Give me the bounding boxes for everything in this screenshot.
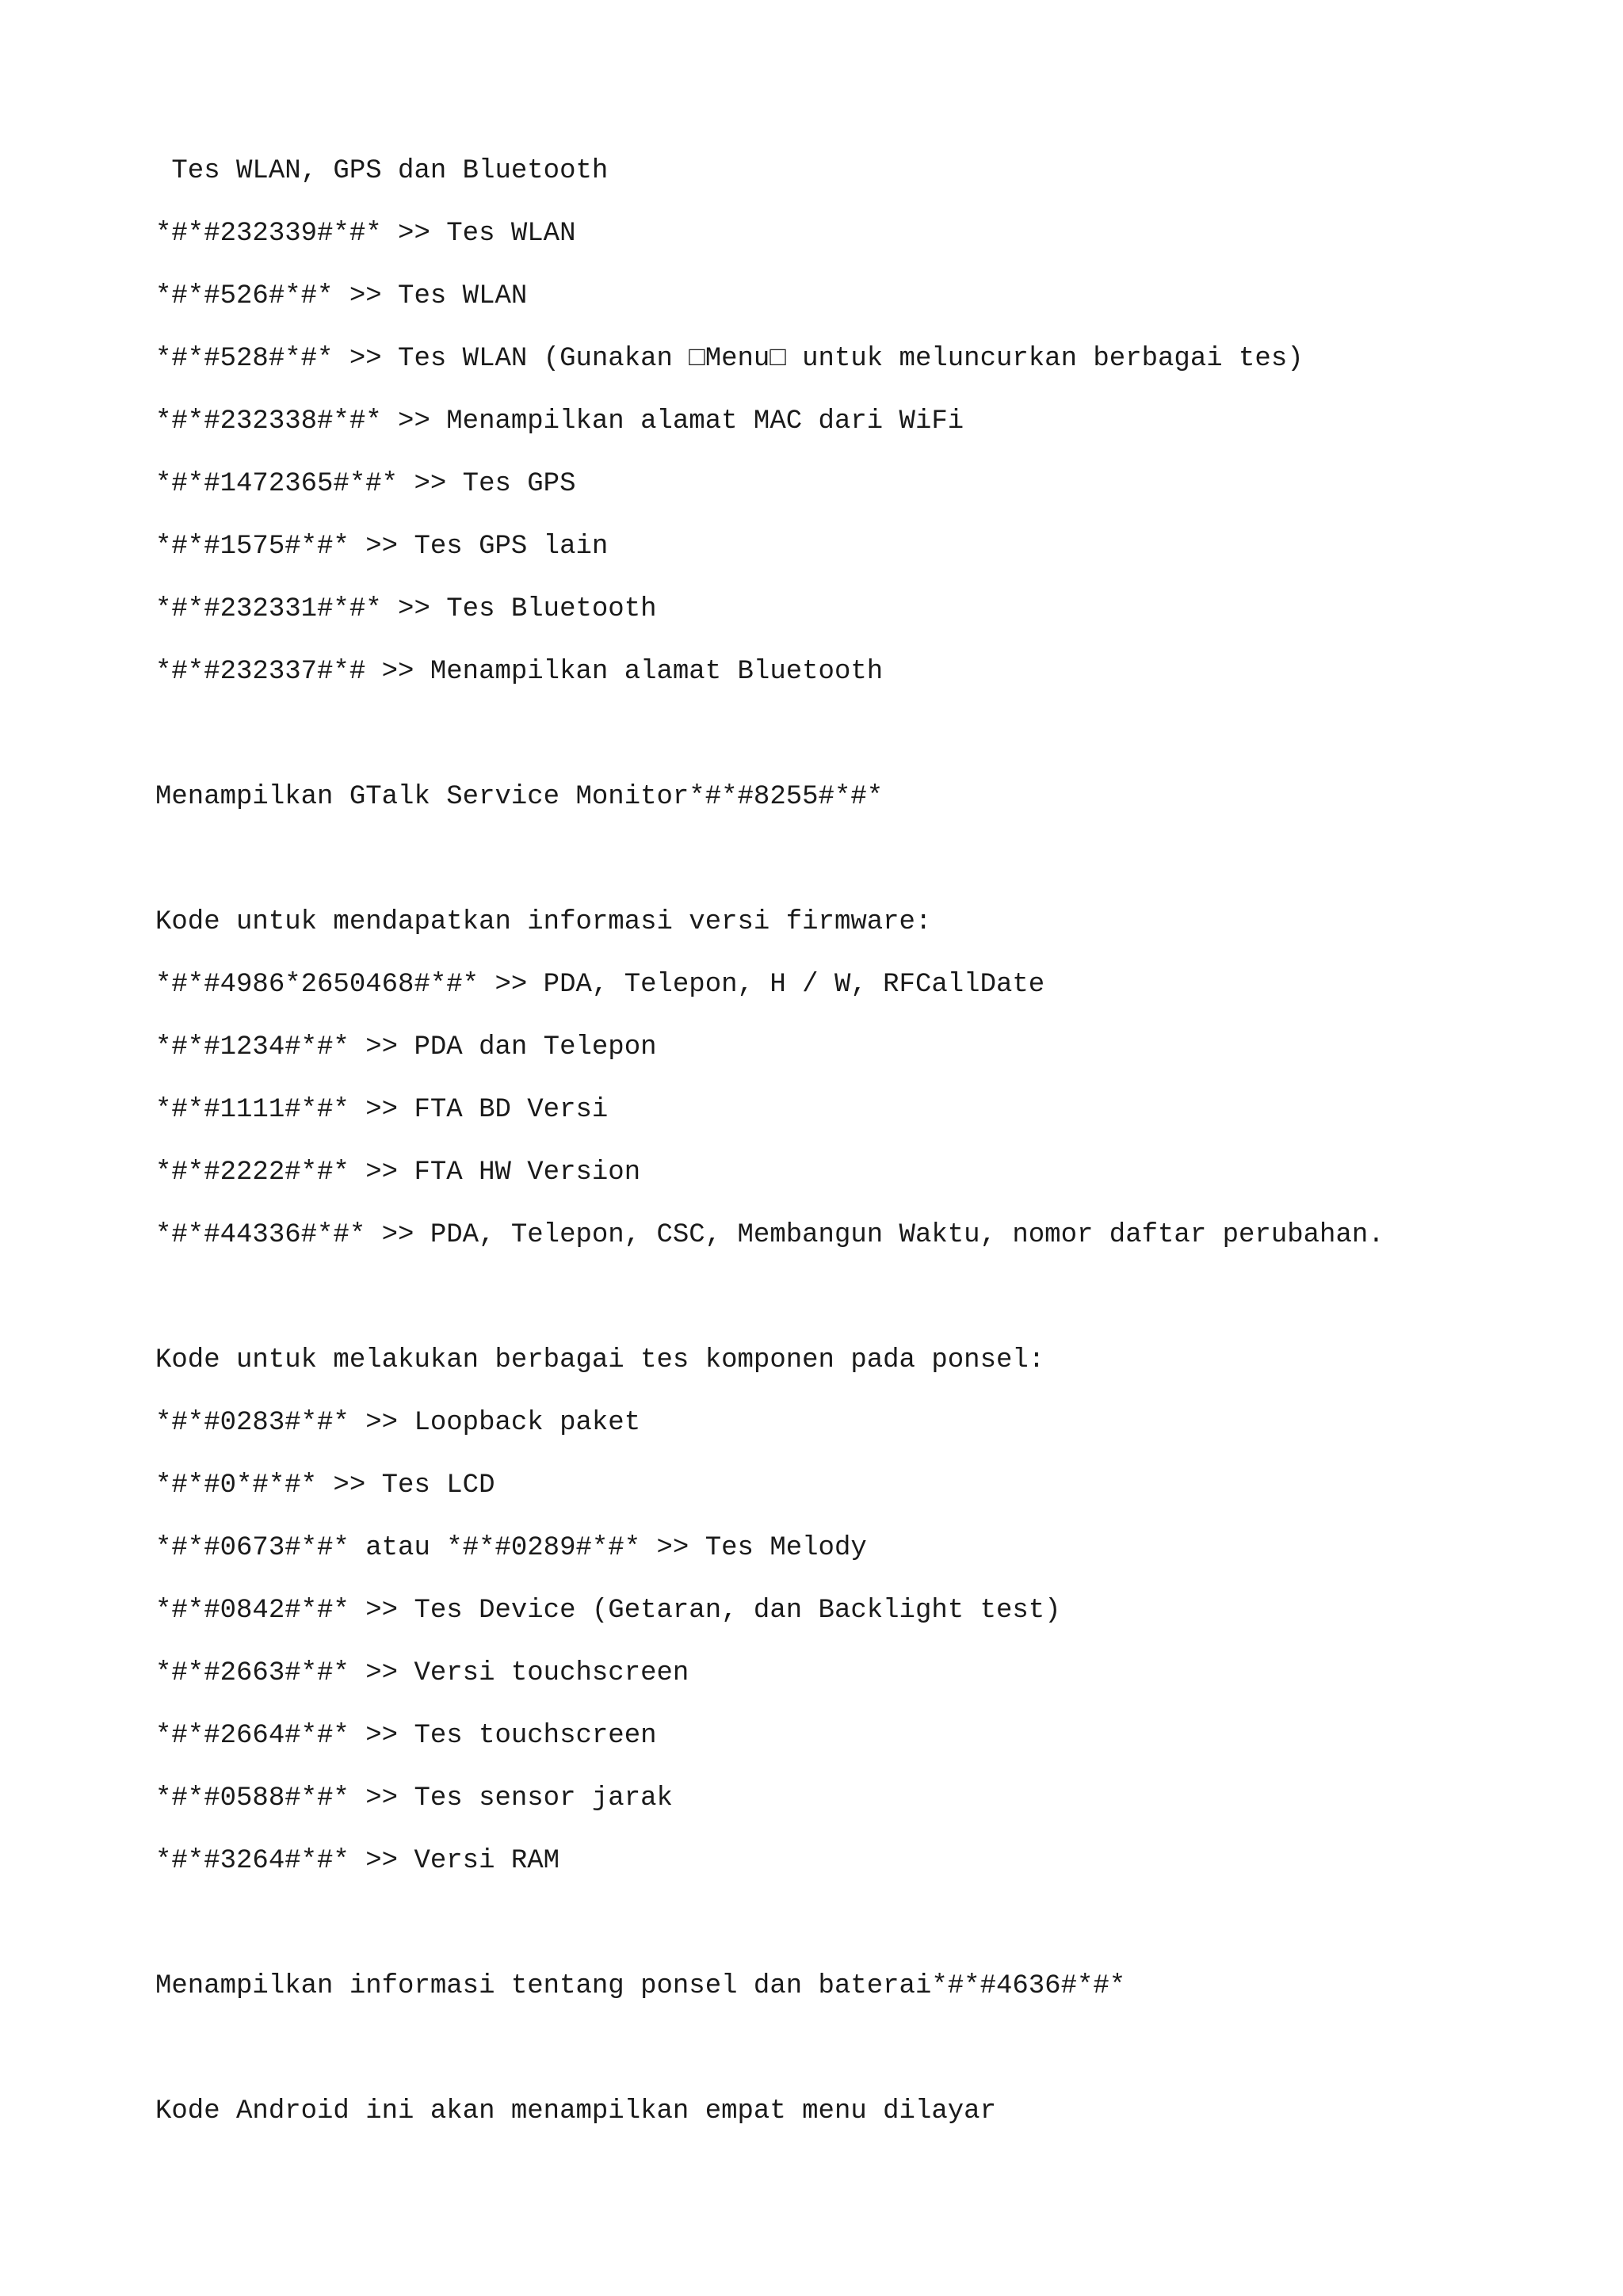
code-line: *#*#0673#*#* atau *#*#0289#*#* >> Tes Melody [155,1533,867,1563]
section-heading-firmware: Kode untuk mendapatkan informasi versi firmware: [155,907,932,937]
code-line: *#*#2222#*#* >> FTA HW Version [155,1158,641,1188]
code-line: *#*#2663#*#* >> Versi touchscreen [155,1658,689,1688]
code-line: *#*#1234#*#* >> PDA dan Telepon [155,1032,657,1062]
code-line: *#*#4986*2650468#*#* >> PDA, Telepon, H / W, RFCallDate [155,970,1045,1000]
code-line: *#*#232331#*#* >> Tes Bluetooth [155,594,657,624]
section-heading-component-tests: Kode untuk melakukan berbagai tes komponen pada ponsel: [155,1345,1045,1375]
code-line: *#*#526#*#* >> Tes WLAN [155,281,528,311]
section-heading-wlan-gps-bluetooth: Tes WLAN, GPS dan Bluetooth [155,156,609,186]
code-line: *#*#528#*#* >> Tes WLAN (Gunakan □Menu□ untuk meluncurkan berbagai tes) [155,344,1304,374]
code-line: *#*#44336#*#* >> PDA, Telepon, CSC, Membangun Waktu, nomor daftar perubahan. [155,1220,1384,1250]
code-line: *#*#1575#*#* >> Tes GPS lain [155,532,609,562]
android-menu-line: Kode Android ini akan menampilkan empat menu dilayar [155,2096,996,2126]
code-line: *#*#0842#*#* >> Tes Device (Getaran, dan Backlight test) [155,1596,1061,1626]
code-line: *#*#2664#*#* >> Tes touchscreen [155,1721,657,1751]
gtalk-monitor-line: Menampilkan GTalk Service Monitor*#*#8255#*#* [155,782,884,812]
code-line: *#*#0283#*#* >> Loopback paket [155,1408,641,1438]
code-line: *#*#0588#*#* >> Tes sensor jarak [155,1783,673,1814]
code-line: *#*#0*#*#* >> Tes LCD [155,1470,495,1501]
code-line: *#*#1472365#*#* >> Tes GPS [155,469,576,499]
code-line: *#*#232338#*#* >> Menampilkan alamat MAC dari WiFi [155,406,964,437]
phone-battery-info-line: Menampilkan informasi tentang ponsel dan baterai*#*#4636#*#* [155,1971,1126,2001]
code-line: *#*#232339#*#* >> Tes WLAN [155,219,576,249]
code-line: *#*#3264#*#* >> Versi RAM [155,1846,560,1876]
code-line: *#*#232337#*# >> Menampilkan alamat Bluetooth [155,657,884,687]
code-line: *#*#1111#*#* >> FTA BD Versi [155,1095,609,1125]
